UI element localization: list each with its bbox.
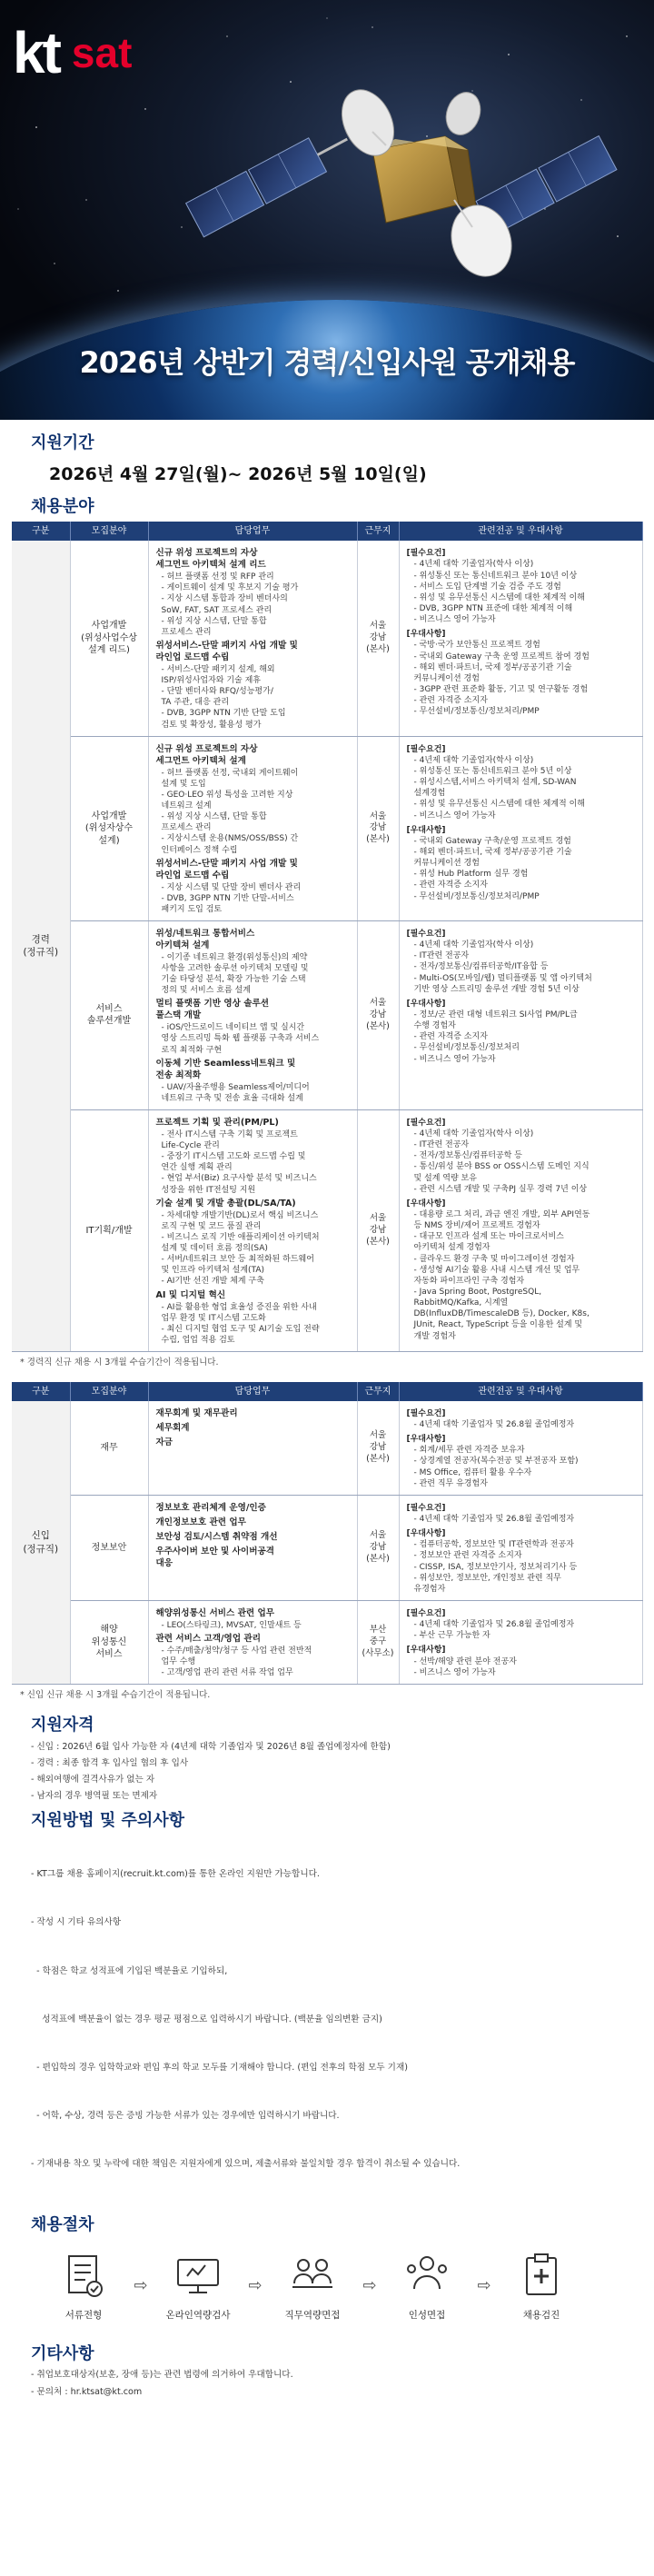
header-duty: 담당업무: [148, 522, 357, 541]
requirement-heading: [필수요건]: [406, 1608, 446, 1618]
table-header-row: [12, 1382, 642, 1401]
step-online-test: [154, 2251, 242, 2322]
requirement-item: - 해외 벤더·파트너, 국제 정부/공공기관 기술 커뮤니케이션 경험: [413, 662, 572, 683]
duty-detail: - 위성 지상 시스템, 단말 통합 프로세스 관리: [161, 812, 267, 833]
requirements-cell: [399, 1401, 642, 1495]
requirement-item: - 관련 자격증 소지자 - 무선설비/정보통신/정보처리/PMP: [413, 696, 540, 717]
requirement-item: - 정보/군 관련 대형 네트워크 SI사업 PM/PL급 수행 경험자: [413, 1010, 578, 1031]
qualification-line: - 해외여행에 결격사유가 없는 자: [31, 1774, 155, 1785]
requirement-item: - 통신/위성 분야 BSS or OSS시스템 도메인 지식 및 설계 역량 보유: [413, 1162, 590, 1183]
requirement-item: - 관련 시스템 개발 및 구축PJ 실무 경력 7년 이상: [413, 1184, 588, 1194]
requirement-heading: [필수요건]: [406, 929, 446, 939]
requirement-item: - 관련 자격증 소지자 - 무선설비/정보통신/정보처리/PMP: [413, 880, 540, 901]
requirement-item: - 회계/세무 관련 자격증 보유자: [413, 1446, 525, 1456]
duty-cell: [148, 1109, 357, 1351]
requirement-item: - 국내외 Gateway 구축 운영 프로젝트 참여 경험: [413, 651, 590, 661]
etc-line: - 문의처 : hr.ktsat@kt.com: [31, 2386, 143, 2397]
requirement-item: - Java Spring Boot, PostgreSQL, RabbitMQ/Kafka, 시계열 DB(InfluxDB/TimescaleDB 등), Docker, K8s, JUnit, React, TypeScript 등을 이용한 설계 및 개발 경험자: [413, 1287, 590, 1341]
duty-heading: 자금: [155, 1437, 173, 1447]
field-cell: 사업개발 (위성자상수 설계): [70, 736, 148, 920]
howto-line: - 어학, 수상, 경력 등은 증빙 가능한 서류가 있는 경우에만 입력하시기 바랍니다.: [31, 2111, 340, 2122]
field-cell: IT기획/개발: [70, 1109, 148, 1351]
requirement-heading: [필수요건]: [406, 1408, 446, 1418]
duty-detail: - 수주/매출/청약/청구 등 사업 관련 전반적 업무 수행: [161, 1646, 312, 1667]
duty-heading: 관련 서비스 고객/영업 관리: [155, 1634, 261, 1645]
requirement-item: - 위성 및 유무선통신 시스템에 대한 체계적 이해: [413, 592, 585, 602]
header-field: 모집분야: [70, 1382, 148, 1401]
duty-detail: - 허브 플랫폼 선정 및 RFP 관리: [161, 572, 274, 582]
duty-detail: - 전사 IT시스템 구축 기획 및 프로젝트 Life-Cycle 관리: [161, 1129, 298, 1150]
duty-heading: AI 및 디지털 혁신: [155, 1289, 226, 1300]
clipboard-icon: [516, 2251, 567, 2302]
requirement-item: - 3GPP 관련 표준화 활동, 기고 및 연구활동 경험: [413, 684, 589, 694]
field-cell: 정보보안: [70, 1495, 148, 1600]
step-label: 직무역량면접: [284, 2309, 341, 2321]
table-row: [12, 541, 642, 736]
howto-line: - 작성 시 기타 유의사항: [31, 1917, 122, 1928]
requirement-item: - 위성통신 또는 통신네트워크 분야 5년 이상: [413, 766, 572, 776]
requirement-item: - 4년제 대학 기졸업자 및 26.8월 졸업예정자: [413, 1620, 575, 1630]
duty-detail: - 지상시스템 운용(NMS/OSS/BSS) 간 인터페이스 정책 수립: [161, 834, 299, 855]
duty-detail: - iOS/안드로이드 네이티브 앱 및 실시간 영상 스트리밍 특화 웹 플랫폼 구축과 서비스 로직 최적화 구현: [161, 1023, 320, 1055]
requirement-item: - MS Office, 컴퓨터 활용 우수자: [413, 1467, 532, 1477]
requirement-heading: [필수요건]: [406, 549, 446, 559]
arrow-icon: ⇨: [362, 2275, 377, 2295]
qualification-line: - 경력 : 최종 합격 후 입사일 협의 후 입사: [31, 1757, 189, 1768]
duty-detail: - 지상 시스템 및 단말 장비 벤더사 관리: [161, 882, 302, 892]
fields-heading: 채용분야: [31, 496, 94, 516]
requirement-heading: [필수요건]: [406, 744, 446, 754]
requirements-cell: [399, 1109, 642, 1351]
requirement-item: - 비즈니스 영어 가능자: [413, 615, 496, 625]
table-row: [12, 1495, 642, 1600]
qualification-line: - 남자의 경우 병역필 또는 면제자: [31, 1791, 158, 1802]
step-label: 온라인역량검사: [165, 2309, 231, 2321]
requirements-cell: [399, 736, 642, 920]
duty-detail: - LEO(스타링크), MVSAT, 인말새트 등: [161, 1620, 302, 1630]
duty-detail: - AI기반 선진 개발 체계 구축: [161, 1277, 264, 1287]
step-job-interview: [269, 2251, 356, 2322]
qualification-line: - 신입 : 2026년 6월 입사 가능한 자 (4년제 대학 기졸업자 및 2026년 8월 졸업예정자에 한함): [31, 1741, 391, 1752]
people-icon: [401, 2251, 452, 2302]
requirement-item: - 4년제 대학 기졸업자(학사 이상): [413, 1129, 534, 1139]
requirement-item: - 비즈니스 영어 가능자: [413, 1054, 496, 1064]
requirement-item: - IT관련 전공자 - 전자/정보통신/컴퓨터공학 등: [413, 1140, 522, 1161]
requirement-item: - 위성시스템,서비스 아키텍처 설계, SD-WAN 설계경험: [413, 778, 577, 799]
table-row: [12, 1109, 642, 1351]
howto-heading: 지원방법 및 주의사항: [31, 1811, 185, 1831]
location-cell: 서울 강남 (본사): [357, 1495, 399, 1600]
header-location: 근무지: [357, 1382, 399, 1401]
howto-list: [0, 1835, 654, 2205]
arrow-icon: ⇨: [134, 2275, 148, 2295]
requirements-cell: [399, 920, 642, 1109]
newhire-table: [12, 1382, 643, 1686]
hero-title: 2026년 상반기 경력/신입사원 공개채용: [79, 345, 575, 380]
requirement-item: - 4년제 대학 기졸업자(학사 이상): [413, 755, 534, 765]
duty-detail: - 서비스-단말 패키지 설계, 해외 ISP/위성사업자와 기술 제휴: [161, 664, 275, 685]
duty-detail: - 중장기 IT시스템 고도화 로드맵 수립 및 연간 실행 계획 관리: [161, 1152, 306, 1173]
requirements-cell: [399, 541, 642, 736]
process-steps: [0, 2251, 654, 2322]
duty-detail: - 고객/영업 관리 관련 서류 작업 업무: [161, 1668, 293, 1678]
duty-cell: [148, 920, 357, 1109]
duty-heading: 보안성 검토/시스템 취약점 개선: [155, 1531, 278, 1542]
requirement-heading: [우대사항]: [406, 1646, 446, 1656]
table-header-row: [12, 522, 642, 541]
table-row: [12, 1600, 642, 1684]
requirement-item: - 선박/해양 관련 분야 전공자: [413, 1656, 517, 1666]
howto-line: - 기재내용 착오 및 누락에 대한 책임은 지원자에게 있으며, 제출서류와 불일치할 경우 합격이 취소될 수 있습니다.: [31, 2159, 461, 2170]
requirement-heading: [필수요건]: [406, 1118, 446, 1128]
field-cell: 사업개발 (위성사업수상 설계 리드): [70, 541, 148, 736]
process-heading: 채용절차: [31, 2214, 94, 2234]
duty-heading: 우주사이버 보안 및 사이버공격 대응: [155, 1546, 274, 1568]
header-duty: 담당업무: [148, 1382, 357, 1401]
duty-cell: [148, 1495, 357, 1600]
duty-detail: - AI를 활용한 형업 효율성 증진을 위한 사내 업무 환경 및 IT시스템 고도화: [161, 1302, 317, 1323]
duty-detail: - 이기종 네트워크 환경(위성통신)의 제약 사항을 고려한 솔루션 아키텍처 모델링 및 기술 타당성 분석, 확장 가능한 기술 스택 정의 및 서비스 흐름 설계: [161, 952, 309, 996]
requirement-item: - 위성통신 또는 통신네트워크 분야 10년 이상: [413, 571, 578, 581]
requirement-item: - 4년제 대학 기졸업자(학사 이상): [413, 560, 534, 570]
requirement-item: - DVB, 3GPP NTN 표준에 대한 체계적 이해: [413, 603, 573, 613]
requirement-item: - 비즈니스 영어 가능자: [413, 811, 496, 821]
period-date: 2026년 4월 27일(월)~ 2026년 5월 10일(일): [49, 464, 427, 485]
requirement-item: - 대용량 로그 처리, 과금 엔진 개발, 외부 API연동 등 NMS 장비/제어 프로젝트 경험자: [413, 1209, 590, 1231]
requirement-heading: [우대사항]: [406, 825, 446, 835]
etc-list: [0, 2367, 654, 2400]
duty-cell: [148, 1401, 357, 1495]
header-requirements: 관련전공 및 우대사항: [399, 522, 642, 541]
requirement-item: - 서비스 도입 단계별 기술 검증 주도 경험: [413, 582, 561, 592]
period-heading: 지원기간: [31, 433, 94, 453]
requirements-cell: [399, 1600, 642, 1684]
duty-heading: 위성/네트워크 통합서비스 아키텍쳐 설계: [155, 928, 255, 950]
requirement-item: - 상경계열 전공자(복수전공 및 부전공자 포함): [413, 1457, 579, 1467]
table-row: [12, 920, 642, 1109]
duty-heading: 위성서비스-단말 패키지 사업 개발 및 라인업 로드맵 수립: [155, 858, 298, 880]
monitor-icon: [173, 2251, 223, 2302]
location-cell: 서울 강남 (본사): [357, 920, 399, 1109]
location-cell: 부산 중구 (사무소): [357, 1600, 399, 1684]
category-cell: 경력 (정규직): [12, 541, 70, 1351]
requirement-item: - 국내외 Gateway 구축/운영 프로젝트 경험: [413, 836, 571, 846]
field-cell: 서비스 솔루션개발: [70, 920, 148, 1109]
requirement-item: - 위성보안, 정보보안, 개인정보 관련 직무 유경험자: [413, 1573, 561, 1594]
duty-heading: 위성서비스-단말 패키지 사업 개발 및 라인업 로드맵 수립: [155, 640, 298, 662]
step-document: [40, 2251, 127, 2322]
location-cell: 서울 강남 (본사): [357, 1109, 399, 1351]
location-cell: 서울 강남 (본사): [357, 736, 399, 920]
duty-detail: - 위성 지상 시스템, 단말 통합 프로세스 관리: [161, 616, 267, 637]
requirement-item: - 4년제 대학 기졸업자 및 26.8월 졸업예정자: [413, 1420, 575, 1430]
requirement-heading: [필수요건]: [406, 1503, 446, 1513]
field-cell: 해양 위성통신 서비스: [70, 1600, 148, 1684]
howto-line: - 편입학의 경우 입학학교와 편입 후의 학교 모두를 기재해야 합니다. (편입 전후의 학점 모두 기재): [31, 2062, 408, 2073]
requirement-item: - 대규모 인프라 설계 또는 마이크로서비스 아키텍처 설계 경험자: [413, 1232, 564, 1253]
requirement-item: - 컴퓨터공학, 정보보안 및 IT관련학과 전공자: [413, 1540, 574, 1550]
duty-heading: 재무회계 및 재무관리: [155, 1407, 238, 1418]
requirement-heading: [우대사항]: [406, 630, 446, 640]
requirement-heading: [우대사항]: [406, 1435, 446, 1445]
requirement-item: - 클라우드 환경 구축 및 마이그레이션 경험자: [413, 1254, 575, 1264]
satellite-illustration: [182, 50, 636, 323]
qualification-list: [0, 1739, 654, 1805]
step-label: 인성면접: [408, 2309, 446, 2321]
duty-detail: - DVB, 3GPP NTN 기반 단말 도입 검토 및 확장성, 활용성 평가: [161, 709, 286, 730]
requirement-item: - 해외 벤더·파트너, 국제 정부/공공기관 기술 커뮤니케이션 경험: [413, 847, 572, 869]
interview-icon: [287, 2251, 338, 2302]
duty-detail: - DVB, 3GPP NTN 기반 단말-서비스 패키지 도입 검토: [161, 893, 294, 914]
arrow-icon: ⇨: [477, 2275, 491, 2295]
requirement-item: - 생성형 AI기술 활용 사내 시스템 개선 및 업무 자동화 파이프라인 구축 경험자: [413, 1265, 580, 1286]
table-row: [12, 736, 642, 920]
duty-detail: - 단말 벤더사와 RFQ/성능평가/ TA 주관, 대응 관리: [161, 687, 273, 708]
duty-detail: - 게이트웨이 설계 및 후보지 기술 평가: [161, 583, 299, 593]
duty-detail: - 서버/네트워크 보안 등 최적화된 하드웨어 및 인프라 아키텍처 설계(TA): [161, 1255, 314, 1276]
requirement-heading: [우대사항]: [406, 999, 446, 1009]
location-cell: 서울 강남 (본사): [357, 541, 399, 736]
duty-heading: 멀티 플랫폼 기반 영상 솔루션 풀스택 개발: [155, 999, 270, 1021]
step-label: 채용검진: [522, 2309, 560, 2321]
duty-heading: 세무회계: [155, 1422, 190, 1433]
duty-detail: - 비즈니스 로직 기반 애플리케이션 아키텍처 설계 및 데이터 흐름 정의(SA): [161, 1232, 320, 1253]
duty-heading: 개인정보보호 관련 업무: [155, 1517, 246, 1527]
requirement-item: - Multi-OS(모바일/웹) 멀티플랫폼 및 앱 아키텍처 기반 영상 스트리밍 솔루션 개발 경험 5년 이상: [413, 973, 592, 994]
requirement-item: - 위성 및 유무선통신 시스템에 대한 체계적 이해: [413, 800, 585, 810]
requirement-item: - 정보보안 관련 자격증 소지자 - CISSP, ISA, 정보보안기사, 정보처리기사 등: [413, 1551, 578, 1572]
duty-detail: - 차세대향 개발기반(DL)로서 핵심 비즈니스 로직 구현 및 코드 품질 관리: [161, 1210, 319, 1231]
career-table: [12, 522, 643, 1352]
header-requirements: 관련전공 및 우대사항: [399, 1382, 642, 1401]
requirement-item: - 관련 직무 유경험자: [413, 1478, 488, 1488]
requirement-item: - 관련 자격증 소지자 - 무선설비/정보통신/정보처리: [413, 1032, 520, 1053]
field-cell: 재무: [70, 1401, 148, 1495]
etc-line: - 취업보호대상자(보훈, 장애 등)는 관련 법령에 의거하여 우대합니다.: [31, 2370, 293, 2381]
howto-line: - 학점은 학교 성적표에 기입된 백분율로 기입하되,: [31, 1965, 228, 1976]
duty-cell: [148, 736, 357, 920]
etc-heading: 기타사항: [31, 2344, 94, 2364]
duty-cell: [148, 1600, 357, 1684]
duty-detail: - 최신 디지털 협업 도구 및 AI기술 도입 전략 수립, 업업 적용 검토: [161, 1324, 320, 1345]
duty-detail: - 허브 플랫폼 선정, 국내외 게이트웨이 설계 및 도입: [161, 768, 299, 789]
howto-line: 성적표에 백분율이 없는 경우 평균 평점으로 입력하시기 바랍니다. (백분율 임의변환 금지): [31, 2014, 382, 2024]
requirement-item: - 비즈니스 영어 가능자: [413, 1667, 496, 1677]
duty-detail: - GEO·LEO 위성 특성을 고려한 지상 네트워크 설계: [161, 790, 293, 811]
requirements-cell: [399, 1495, 642, 1600]
step-label: 서류전형: [64, 2309, 103, 2321]
step-personality-interview: [383, 2251, 471, 2322]
requirement-item: - 위성 Hub Platform 실무 경험: [413, 870, 529, 880]
logo-sat: sat: [71, 29, 133, 76]
duty-heading: 정보보호 관리체계 운영/인증: [155, 1502, 266, 1513]
category-cell: 신입 (정규직): [12, 1401, 70, 1685]
location-cell: 서울 강남 (본사): [357, 1401, 399, 1495]
requirement-item: - 부산 근무 가능한 자: [413, 1631, 490, 1641]
howto-line: - KT그룹 채용 홈페이지(recruit.kt.com)를 통한 온라인 지원만 가능합니다.: [31, 1869, 320, 1880]
duty-detail: - UAV/자율주행용 Seamless제어/미디어 네트워크 구축 및 전송 효율 극대화 설계: [161, 1082, 310, 1103]
header-division: 구분: [12, 522, 70, 541]
step-medical-check: [498, 2251, 585, 2322]
career-note: * 경력직 신규 채용 시 3개월 수습기간이 적용됩니다.: [20, 1358, 219, 1368]
duty-heading: 기술 설계 및 개발 총괄(DL/SA/TA): [155, 1198, 296, 1208]
requirement-item: - IT관련 전공자 - 전자/정보통신/컴퓨터공학/IT융합 등: [413, 951, 549, 972]
qualification-heading: 지원자격: [31, 1716, 94, 1736]
logo-kt: kt: [13, 20, 59, 85]
document-icon: [58, 2251, 109, 2302]
requirement-item: - 4년제 대학 기졸업자(학사 이상): [413, 940, 534, 950]
hero-banner: [0, 0, 654, 420]
duty-cell: [148, 541, 357, 736]
duty-heading: 신규 위성 프로젝트의 자상 세그먼트 아키텍처 설계 리드: [155, 548, 266, 571]
duty-heading: 이동체 기반 Seamless네트워크 및 전송 최적화: [155, 1058, 296, 1080]
requirement-item: - 국방·국가 보안통신 프로젝트 경험: [413, 641, 540, 651]
duty-detail: - 현업 부서(Biz) 요구사항 분석 및 비즈니스 성장을 위한 IT전설팅 지원: [161, 1174, 317, 1195]
header-division: 구분: [12, 1382, 70, 1401]
arrow-icon: ⇨: [248, 2275, 263, 2295]
duty-heading: 해양위성통신 서비스 관련 업무: [155, 1607, 274, 1618]
duty-heading: 신규 위성 프로젝트의 자상 세그먼트 아키텍처 설계: [155, 743, 258, 766]
table-row: [12, 1401, 642, 1495]
newhire-note: * 신입 신규 채용 시 3개월 수습기간이 적용됩니다.: [20, 1690, 211, 1701]
duty-heading: 프로젝트 기획 및 관리(PM/PL): [155, 1117, 279, 1128]
header-location: 근무지: [357, 522, 399, 541]
requirement-heading: [우대사항]: [406, 1198, 446, 1208]
kt-sat-logo: [13, 20, 133, 85]
header-field: 모집분야: [70, 522, 148, 541]
requirement-item: - 4년제 대학 기졸업자 및 26.8월 졸업예정자: [413, 1515, 575, 1524]
duty-detail: - 지상 시스템 통합과 장비 벤더사의 SoW, FAT, SAT 프로세스 관리: [161, 594, 288, 615]
requirement-heading: [우대사항]: [406, 1529, 446, 1539]
